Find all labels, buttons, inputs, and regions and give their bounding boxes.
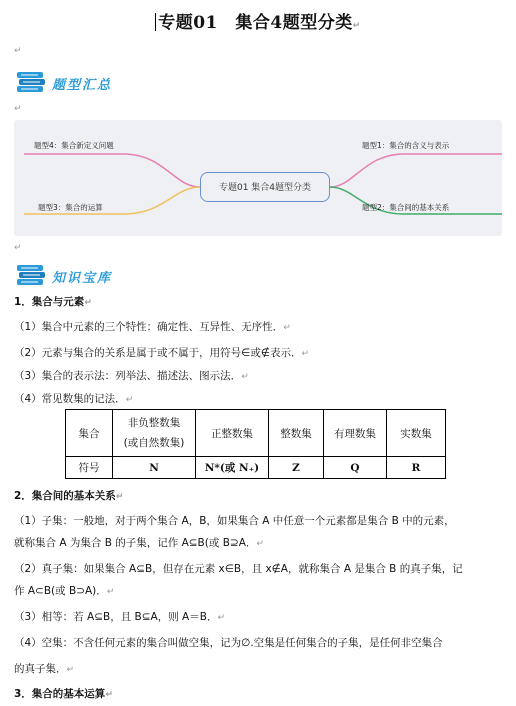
section-1-item: （1）集合中元素的三个特性：确定性、互异性、无序性．↵ [14, 321, 291, 333]
table-header-cell: 正整数集 [196, 410, 269, 457]
section-1-item: （4）常见数集的记法．↵ [14, 393, 134, 405]
mind-map-center: 专题01 集合4题型分类 [200, 172, 330, 202]
books-icon [16, 70, 48, 96]
table-row-label: 符号 [66, 457, 113, 479]
section-2-line: （3）相等：若 A⊆B，且 B⊆A，则 A＝B．↵ [14, 611, 225, 623]
mind-map-topic-3: 题型3：集合的运算 [38, 203, 103, 212]
table-row [66, 457, 446, 479]
section-2-line: 作 A⊂B(或 B⊃A)．↵ [14, 585, 115, 597]
table-cell: R [387, 457, 446, 479]
section-banner-label: 知识宝库 [52, 271, 113, 286]
page-title: 专题01 集合4题型分类↵ [0, 8, 516, 33]
table-header-cell: 整数集 [269, 410, 324, 457]
paragraph-mark: ↵ [14, 46, 22, 56]
table-cell: Z [269, 457, 324, 479]
paragraph-mark: ↵ [14, 104, 22, 114]
section-1-item: （3）集合的表示法：列举法、描述法、图示法．↵ [14, 370, 249, 382]
table-row [66, 410, 446, 457]
mind-map-topic-2: 题型2：集合间的基本关系 [362, 203, 450, 212]
section-2-line: （2）真子集：如果集合 A⊆B，但存在元素 x∈B，且 x∉A，就称集合 A 是集合 B 的真子集，记 [14, 563, 463, 575]
section-1-item: （2）元素与集合的关系是属于或不属于，用符号∈或∉表示．↵ [14, 347, 310, 359]
section-banner-summary [16, 70, 166, 96]
section-3-heading: 3．集合的基本运算↵ [14, 688, 113, 700]
section-2-heading: 2．集合间的基本关系↵ [14, 490, 124, 502]
table-header-cell: 有理数集 [324, 410, 387, 457]
section-2-line: （4）空集：不含任何元素的集合叫做空集，记为∅.空集是任何集合的子集，是任何非空集合 [14, 637, 443, 649]
number-set-table [65, 409, 446, 479]
section-1-heading: 1．集合与元素↵ [14, 296, 92, 308]
table-header-cell: 实数集 [387, 410, 446, 457]
section-2-line: 就称集合 A 为集合 B 的子集，记作 A⊆B(或 B⊇A．↵ [14, 537, 264, 549]
table-cell: N*(或 N₊) [196, 457, 269, 479]
books-icon [16, 263, 48, 289]
section-2-line: 的真子集．↵ [14, 663, 75, 675]
paragraph-mark: ↵ [14, 243, 22, 253]
section-2-line: （1）子集：一般地，对于两个集合 A，B，如果集合 A 中任意一个元素都是集合 B 中的元素， [14, 515, 455, 527]
table-cell: N [113, 457, 196, 479]
mind-map-topic-4: 题型4：集合新定义问题 [34, 141, 114, 150]
mind-map-topic-1: 题型1：集合的含义与表示 [362, 141, 450, 150]
mind-map [14, 120, 502, 236]
table-header-cell: 集合 [66, 410, 113, 457]
section-banner-label: 题型汇总 [52, 78, 113, 93]
table-cell: Q [324, 457, 387, 479]
page-title-text: 专题01 集合4题型分类 [158, 13, 353, 33]
section-banner-knowledge [16, 263, 166, 289]
table-header-cell: 非负整数集 (或自然数集) [113, 410, 196, 457]
